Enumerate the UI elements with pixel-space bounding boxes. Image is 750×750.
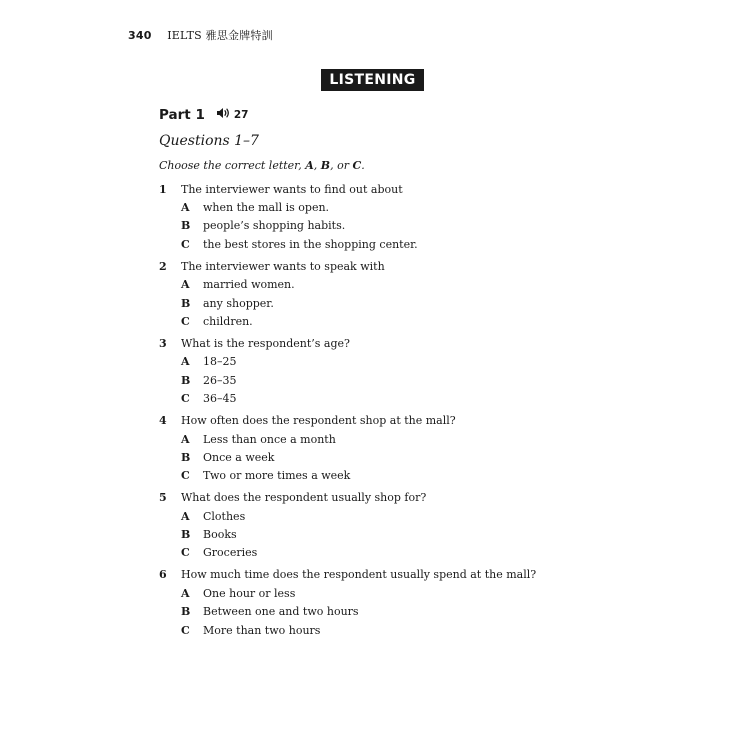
question-list — [159, 180, 719, 643]
option — [159, 371, 719, 389]
option-text: married women. — [203, 278, 295, 292]
instruction-letter-b: B — [320, 159, 331, 172]
questions-range: Questions 1–7 — [159, 133, 259, 149]
option — [159, 294, 719, 312]
option — [159, 198, 719, 216]
question-number: 2 — [159, 259, 167, 273]
option-text: the best stores in the shopping center. — [203, 237, 418, 251]
instruction-sep: , — [313, 159, 321, 172]
question-text: How much time does the respondent usually spend at the mall? — [181, 568, 537, 582]
option-text: 26–35 — [203, 373, 237, 387]
option-letter: A — [181, 355, 190, 369]
option-text: people’s shopping habits. — [203, 219, 346, 233]
option-letter: A — [181, 509, 190, 523]
option — [159, 544, 719, 562]
option-text: 36–45 — [203, 392, 237, 406]
question — [159, 334, 719, 408]
question — [159, 566, 719, 640]
question-number: 5 — [159, 491, 167, 505]
instruction-letter-a: A — [305, 159, 314, 172]
option-text: Groceries — [203, 546, 258, 560]
question-text: What does the respondent usually shop for? — [181, 491, 427, 505]
option — [159, 584, 719, 602]
option — [159, 312, 719, 330]
option — [159, 389, 719, 407]
option-text: Books — [203, 528, 237, 542]
question-number: 4 — [159, 414, 167, 428]
option-letter: B — [181, 373, 191, 387]
page-number: 340 — [128, 29, 152, 42]
option — [159, 448, 719, 466]
running-head — [128, 27, 273, 43]
option-letter: C — [181, 315, 190, 329]
instruction-suffix: . — [361, 159, 365, 172]
option-letter: B — [181, 450, 191, 464]
option-letter: C — [181, 623, 190, 637]
option — [159, 467, 719, 485]
option — [159, 507, 719, 525]
option-letter: C — [181, 392, 190, 406]
question — [159, 411, 719, 485]
instruction-letter-c: C — [352, 159, 362, 172]
part-label: Part 1 — [159, 107, 205, 123]
option — [159, 235, 719, 253]
option-letter: B — [181, 219, 191, 233]
option-text: when the mall is open. — [203, 201, 330, 215]
option-text: Clothes — [203, 509, 246, 523]
option-text: 18–25 — [203, 355, 237, 369]
option — [159, 353, 719, 371]
question-number: 1 — [159, 182, 167, 196]
option-text: Once a week — [203, 450, 275, 464]
speaker-icon[interactable] — [216, 107, 231, 123]
option-letter: C — [181, 469, 190, 483]
option-text: Two or more times a week — [203, 469, 351, 483]
option — [159, 621, 719, 639]
option-text: any shopper. — [203, 296, 274, 310]
section-banner: LISTENING — [321, 69, 424, 91]
instruction-sep: , or — [330, 159, 353, 172]
option-letter: A — [181, 201, 190, 215]
instruction-text: Choose the correct letter, — [159, 159, 306, 172]
question — [159, 489, 719, 563]
instruction — [159, 159, 365, 172]
question-text: What is the respondent’s age? — [181, 337, 350, 350]
question-number: 3 — [159, 337, 167, 350]
option — [159, 603, 719, 621]
question-text: The interviewer wants to speak with — [181, 259, 385, 273]
option-letter: B — [181, 296, 191, 310]
option-text: More than two hours — [203, 623, 321, 637]
option — [159, 276, 719, 294]
option-letter: B — [181, 528, 191, 542]
option-letter: C — [181, 546, 190, 560]
book-title: IELTS 雅思金牌特訓 — [167, 29, 273, 42]
option-text: One hour or less — [203, 586, 296, 600]
option-letter: A — [181, 278, 190, 292]
option — [159, 430, 719, 448]
option-letter: C — [181, 237, 190, 251]
question — [159, 257, 719, 331]
option-text: Less than once a month — [203, 432, 336, 446]
question-text: The interviewer wants to find out about — [181, 182, 403, 196]
option-letter: A — [181, 432, 190, 446]
option-letter: B — [181, 605, 191, 619]
option-text: children. — [203, 315, 253, 329]
option-text: Between one and two hours — [203, 605, 359, 619]
part-heading — [159, 107, 248, 123]
option — [159, 525, 719, 543]
option — [159, 217, 719, 235]
question-text: How often does the respondent shop at the mall? — [181, 414, 456, 428]
option-letter: A — [181, 586, 190, 600]
question — [159, 180, 719, 254]
question-number: 6 — [159, 568, 167, 582]
track-number: 27 — [233, 109, 249, 121]
